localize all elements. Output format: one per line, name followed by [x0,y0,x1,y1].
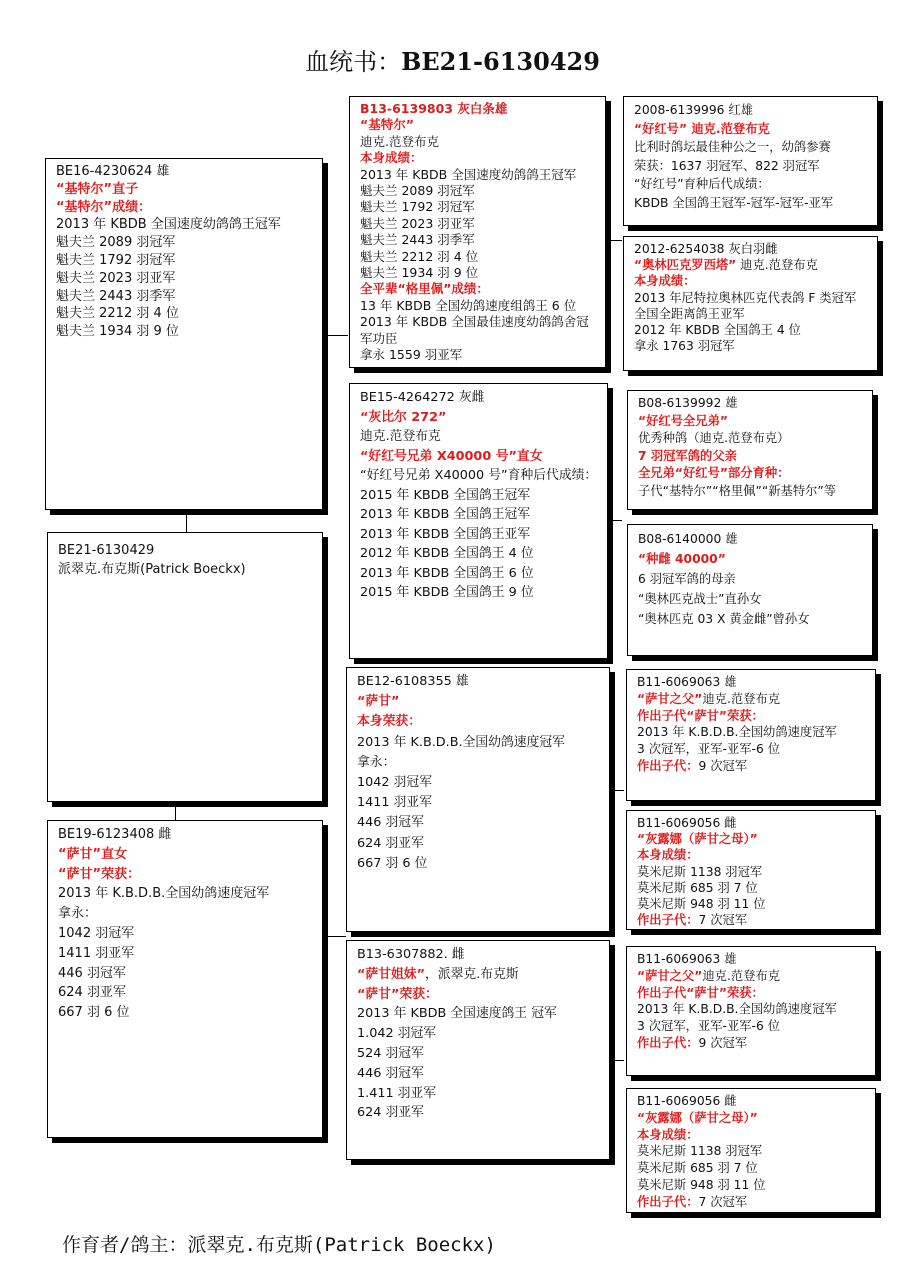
ring-number-line: B08-6139992 雄 [638,396,738,410]
connector-line [608,520,622,521]
great-granddam-1-box [623,236,878,371]
pedigree-line: 迪克.范登布克 [360,429,441,444]
pedigree-line: 莫米尼斯 685 羽 7 位 [637,880,758,895]
pedigree-line: 作出子代“萨甘”荣获： [637,985,764,1000]
pedigree-line: 2013 年尼特拉奥林匹克代表鸽 F 类冠军 [634,290,857,305]
ring-number-line: BE12-6108355 雄 [357,674,469,689]
connector-line [610,790,624,791]
pedigree-line: 拿永： [58,906,98,922]
great-granddam-3-box [626,810,876,930]
title-prefix: 血统书： [305,48,402,76]
pedigree-line: 2013 年 K.B.D.B.全国幼鸽速度冠军 [637,1002,837,1017]
dam-box [47,820,323,1138]
pedigree-line: 1.042 羽冠军 [357,1026,437,1042]
pedigree-line: 作出子代：9 次冠军 [637,758,748,773]
pedigree-line: “基特尔”直子 [56,181,139,197]
pedigree-line: 1411 羽亚军 [357,795,433,811]
pedigree-line: “奥林匹克罗西塔” 迪克.范登布克 [634,258,818,273]
ring-number-line: BE21-6130429 [58,543,155,558]
pedigree-line: 魁夫兰 2089 羽冠军 [360,183,475,199]
ring-number-line: 2012-6254038 灰白羽雌 [634,242,778,256]
pedigree-line: 本身成绩： [637,848,699,863]
pedigree-line: 子代“基特尔”“格里佩”“新基特尔”等 [638,483,837,498]
pedigree-line: KBDB 全国鸽王冠军-冠军-冠军-亚军 [634,195,834,210]
pedigree-line: 624 羽亚军 [58,985,126,1001]
pedigree-line: 6 羽冠军鸽的母亲 [638,572,736,586]
pedigree-line: 2013 年 KBDB 全国鸽王 6 位 [360,565,534,581]
pedigree-line: “好红号” 迪克.范登布克 [634,121,770,136]
pedigree-line: 全平辈“格里佩”成绩： [360,281,489,297]
pedigree-line: 13 年 KBDB 全国幼鸽速度组鸽王 6 位 [360,297,577,313]
pedigree-line: 524 羽冠军 [357,1045,424,1061]
ring-number-line: B11-6069063 雄 [637,675,737,689]
pedigree-line: 莫米尼斯 948 羽 11 位 [637,897,766,912]
pedigree-line: 作出子代：7 次冠军 [637,1194,748,1209]
ring-number-line: B13-6139803 灰白条雄 [360,101,508,116]
pedigree-line: 624 羽亚军 [357,835,424,851]
pedigree-line: 446 羽冠军 [357,1065,424,1081]
pedigree-line: “萨甘”荣获： [58,866,141,882]
pedigree-line: “萨甘之父”迪克.范登布克 [637,691,781,706]
pedigree-line: 1042 羽冠军 [58,925,135,941]
pedigree-line: 7 羽冠军鸽的父亲 [638,448,737,463]
pedigree-line: 2013 年 KBDB 全国速度鸽王 冠军 [357,1006,557,1022]
title-ring-number: BE21-6130429 [401,47,600,76]
breeder-footer: 作育者/鸽主：派翠克.布克斯(Patrick Boeckx) [62,1234,496,1256]
ring-number-line: B11-6069063 雄 [637,952,737,966]
pedigree-line: 2015 年 KBDB 全国鸽王冠军 [360,487,531,503]
pedigree-line: 莫米尼斯 948 羽 11 位 [637,1177,766,1192]
pedigree-line: 本身成绩： [634,274,696,289]
pedigree-line: 迪克.范登布克 [360,133,439,149]
pedigree-line: 莫米尼斯 685 羽 7 位 [637,1161,758,1176]
pedigree-line: 派翠克.布克斯(Patrick Boeckx) [58,562,246,577]
connector-line [186,510,187,532]
pedigree-line: “好红号”育种后代成绩： [634,177,770,191]
pedigree-line: 2012 年 KBDB 全国鸽王 4 位 [634,323,801,338]
pedigree-line: 魁夫兰 2443 羽季军 [360,232,475,248]
pedigree-line: 2013 年 KBDB 全国速度幼鸽鸽王冠军 [56,217,281,233]
great-granddam-2-box [627,524,873,656]
pedigree-line: 莫米尼斯 1138 羽冠军 [637,864,763,879]
pedigree-line: 魁夫兰 2443 羽季军 [56,288,176,304]
subject-box [47,532,323,802]
pedigree-line: 全国全距离鸽王亚军 [634,306,745,321]
connector-line [606,240,622,241]
pedigree-line: 446 羽冠军 [357,815,424,831]
pedigree-line: 2015 年 KBDB 全国鸽王 9 位 [360,585,534,600]
pedigree-line: 作出子代“萨甘”荣获： [637,708,764,723]
pedigree-line: 魁夫兰 2212 羽 4 位 [360,248,479,264]
pedigree-line: 魁夫兰 2089 羽冠军 [56,235,176,251]
pedigree-line: “萨甘” [357,694,400,710]
pedigree-line: “萨甘之父”迪克.范登布克 [637,968,781,983]
pedigree-line: “萨甘”直女 [58,846,128,862]
ring-number-line: BE15-4264272 灰雌 [360,390,485,405]
pedigree-line: 魁夫兰 1934 羽 9 位 [360,265,479,281]
pedigree-line: 作出子代：7 次冠军 [637,913,748,928]
pedigree-line: “灰露娜（萨甘之母）” [637,1110,758,1125]
pedigree-line: 魁夫兰 2023 羽亚军 [360,215,475,231]
pedigree-line: 魁夫兰 2212 羽 4 位 [56,306,179,322]
pedigree-line: 莫米尼斯 1138 羽冠军 [637,1144,763,1159]
pedigree-line: 446 羽冠军 [58,965,126,981]
pedigree-line: “灰比尔 272” [360,409,447,425]
ring-number-line: B11-6069056 雌 [637,1094,737,1108]
pedigree-line: 1042 羽冠军 [357,775,433,791]
grandsire-2-box [346,667,610,932]
ring-number-line: B08-6140000 雄 [638,532,738,546]
pedigree-line: 魁夫兰 1792 羽冠军 [360,199,475,215]
pedigree-line: 魁夫兰 2023 羽亚军 [56,270,176,286]
pedigree-line: 本身成绩： [637,1127,699,1142]
pedigree-line: 667 羽 6 位 [58,1005,130,1021]
pedigree-line: “灰露娜（萨甘之母）” [637,832,758,847]
pedigree-line: 3 次冠军，亚军-亚军-6 位 [637,1019,781,1034]
granddam-2-box [346,940,610,1160]
pedigree-line: 荣获：1637 羽冠军、822 羽冠军 [634,158,820,173]
great-grandsire-4-box [626,946,876,1076]
pedigree-line: “奥林匹克 03 X 黄金雌”曾孙女 [638,612,810,626]
granddam-1-box [349,383,608,659]
pedigree-line: 全兄弟“好红号”部分育种： [638,466,790,480]
pedigree-line: 2013 年 KBDB 全国最佳速度幼鸽鸽舍冠军功臣 [360,314,589,346]
pedigree-line: 比利时鸽坛最佳种公之一，幼鸽参赛 [634,140,831,154]
pedigree-line: 优秀种鸽（迪克.范登布克） [638,431,790,445]
pedigree-line: 2013 年 KBDB 全国速度幼鸽鸽王冠军 [360,166,577,182]
pedigree-line: 2013 年 KBDB 全国鸽王亚军 [360,526,531,542]
pedigree-line: “基特尔”成绩： [56,199,152,215]
ring-number-line: BE16-4230624 雄 [56,164,170,179]
ring-number-line: 2008-6139996 红雄 [634,103,754,117]
pedigree-line: “基特尔” [360,117,414,133]
pedigree-line: 2013 年 K.B.D.B.全国幼鸽速度冠军 [637,725,837,740]
pedigree-line: 624 羽亚军 [357,1105,424,1121]
pedigree-line: 3 次冠军，亚军-亚军-6 位 [637,742,781,757]
great-grandsire-2-box [627,390,873,510]
pedigree-line: 拿永： [357,754,396,770]
pedigree-line: 本身荣获： [357,714,421,730]
pedigree-line: 2013 年 K.B.D.B.全国幼鸽速度冠军 [357,734,565,750]
pedigree-line: 魁夫兰 1792 羽冠军 [56,252,176,268]
great-grandsire-3-box [626,669,876,801]
ring-number-line: BE19-6123408 雌 [58,827,172,842]
pedigree-line: “种雌 40000” [638,552,726,566]
grandsire-1-box [349,96,606,368]
pedigree-line: “萨甘姐妹”，派翠克.布克斯 [357,966,519,982]
pedigree-line: 拿永 1559 羽亚军 [360,347,463,363]
pedigree-line: 2013 年 KBDB 全国鸽王冠军 [360,507,531,522]
connector-line [610,1060,624,1061]
pedigree-line: 1411 羽亚军 [58,945,135,961]
pedigree-line: “好红号兄弟 X40000 号”直女 [360,448,543,464]
connector-line [175,800,176,820]
sire-box [45,158,323,510]
pedigree-line: 魁夫兰 1934 羽 9 位 [56,324,179,340]
pedigree-line: “奥林匹克战士”直孙女 [638,592,762,606]
great-granddam-4-box [626,1088,876,1213]
connector-line [322,936,346,937]
ring-number-line: B11-6069056 雌 [637,816,737,830]
pedigree-line: 2013 年 K.B.D.B.全国幼鸽速度冠军 [58,886,270,902]
pedigree-line: 2012 年 KBDB 全国鸽王 4 位 [360,546,534,561]
ring-number-line: B13-6307882. 雌 [357,947,465,962]
pedigree-line: 667 羽 6 位 [357,855,428,871]
connector-line [322,335,348,336]
pedigree-line: “好红号全兄弟” [638,413,728,428]
pedigree-line: 作出子代：9 次冠军 [637,1035,748,1050]
pedigree-line: 拿永 1763 羽冠军 [634,339,735,354]
page-title [0,42,905,77]
pedigree-line: “好红号兄弟 X40000 号”育种后代成绩： [360,468,598,483]
great-grandsire-1-box [623,96,878,226]
pedigree-line: “萨甘”荣获： [357,986,438,1002]
pedigree-line: 1.411 羽亚军 [357,1085,437,1101]
pedigree-line: 本身成绩： [360,150,423,166]
